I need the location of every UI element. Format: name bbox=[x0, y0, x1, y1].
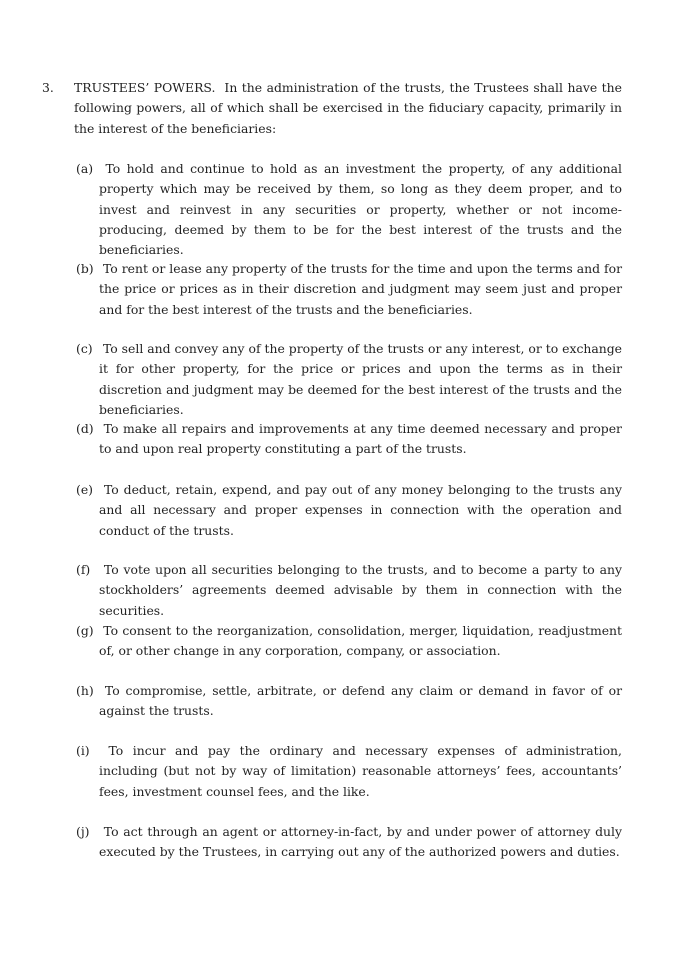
item-text: To make all repairs and improvements at any time deemed necessary and proper to and upon real property constituting a part of the trusts. bbox=[99, 421, 622, 457]
power-item-c bbox=[76, 339, 622, 420]
power-item-h bbox=[76, 681, 622, 722]
power-item-j bbox=[76, 822, 622, 863]
item-label: (f) bbox=[76, 562, 91, 577]
item-text: To incur and pay the ordinary and necessary expenses of administration, including (but not by way of limitation) reasonable attorneys’ fees, accountants’ fees, investment counsel fees, and the like. bbox=[99, 743, 622, 799]
power-item-i bbox=[76, 741, 622, 802]
section-3 bbox=[42, 78, 622, 139]
item-label: (i) bbox=[76, 743, 90, 758]
item-text: To rent or lease any property of the trusts for the time and upon the terms and for the price or prices as in their discretion and judgment may seem just and proper and for the best interest of the trusts and the beneficiaries. bbox=[99, 261, 622, 317]
item-label: (g) bbox=[76, 623, 94, 638]
item-label: (h) bbox=[76, 683, 94, 698]
item-label: (c) bbox=[76, 341, 93, 356]
item-label: (e) bbox=[76, 482, 94, 497]
item-text: To consent to the reorganization, consolidation, merger, liquidation, readjustment of, or other change in any corporation, company, or association. bbox=[99, 623, 622, 659]
item-text: To compromise, settle, arbitrate, or defend any claim or demand in favor of or against the trusts. bbox=[99, 683, 622, 719]
item-text: To hold and continue to hold as an investment the property, of any additional property which may be received by them, so long as they deem proper, and to invest and reinvest in any securities or property, whether or not income-producing, deemed by them to be for the best interest of the trusts and the beneficiaries. bbox=[99, 161, 622, 258]
item-label: (j) bbox=[76, 824, 90, 839]
item-label: (a) bbox=[76, 161, 94, 176]
section-intro-paragraph bbox=[42, 78, 622, 139]
item-text: To act through an agent or attorney-in-fact, by and under power of attorney duly executed by the Trustees, in carrying out any of the authorized powers and duties. bbox=[99, 824, 622, 860]
power-item-g bbox=[76, 621, 622, 662]
section-title: TRUSTEES’ POWERS. bbox=[74, 80, 216, 95]
power-item-b bbox=[76, 259, 622, 320]
power-item-a bbox=[76, 159, 622, 260]
item-text: To deduct, retain, expend, and pay out of any money belonging to the trusts any and all necessary and proper expenses in connection with the operation and conduct of the trusts. bbox=[99, 482, 622, 538]
item-text: To vote upon all securities belonging to the trusts, and to become a party to any stockholders’ agreements deemed advisable by them in connection with the securities. bbox=[99, 562, 622, 618]
item-label: (b) bbox=[76, 261, 94, 276]
power-item-e bbox=[76, 480, 622, 541]
section-intro-text: In the administration of the trusts, the Trustees shall have the following powers, all of which shall be exercised in the fiduciary capacity, primarily in the interest of the beneficiaries: bbox=[74, 80, 622, 136]
power-item-f bbox=[76, 560, 622, 621]
item-text: To sell and convey any of the property of the trusts or any interest, or to exchange it for other property, for the price or prices and upon the terms as in their discretion and judgment may be deemed for the best interest of the trusts and the beneficiaries. bbox=[99, 341, 622, 417]
section-number: 3. bbox=[42, 80, 54, 95]
item-label: (d) bbox=[76, 421, 94, 436]
power-item-d bbox=[76, 419, 622, 460]
